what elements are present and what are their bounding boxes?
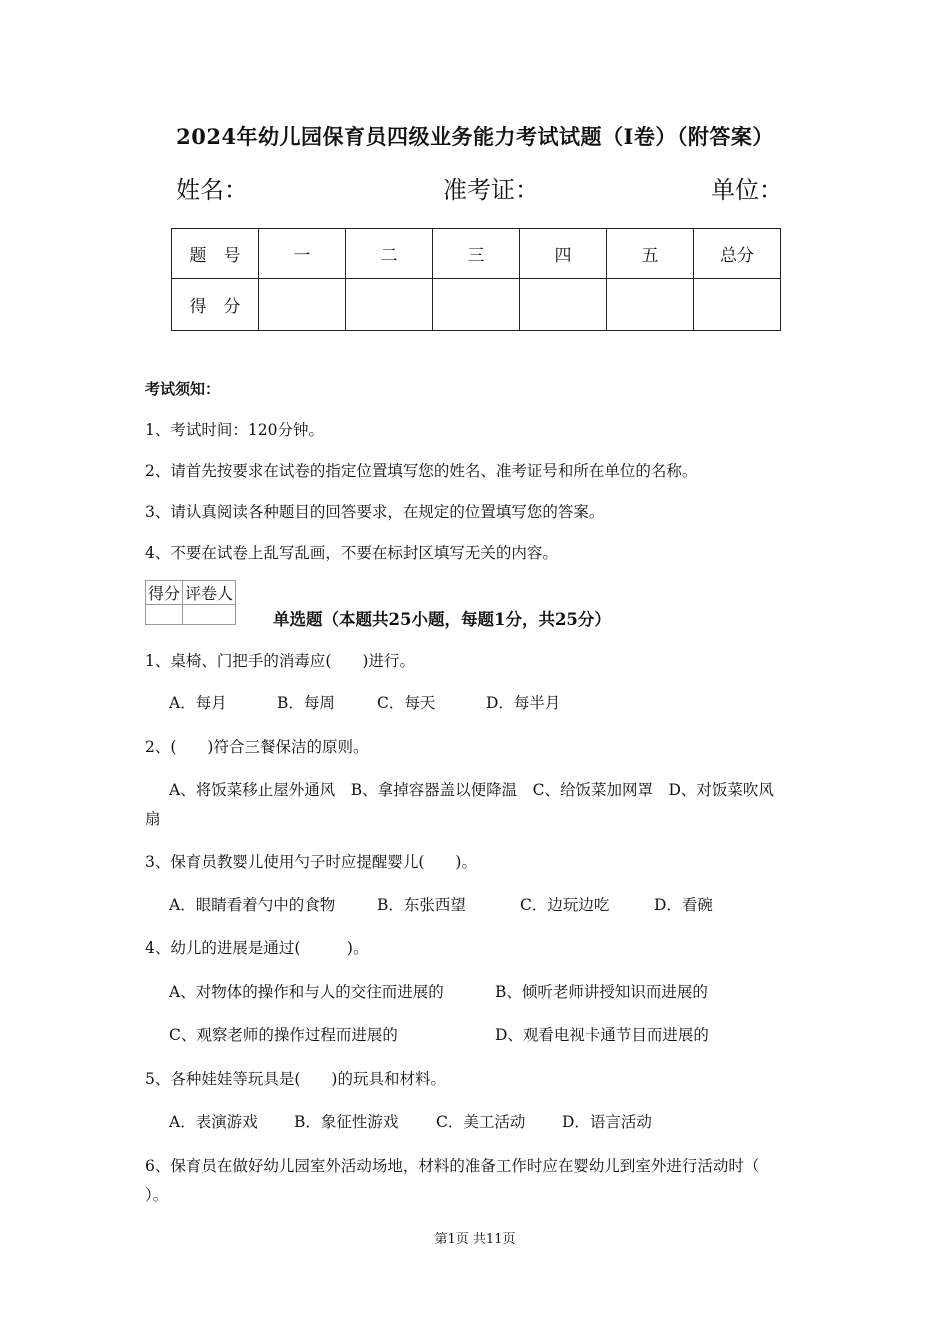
question-stem: 1、桌椅、门把手的消毒应( )进行。 — [145, 652, 415, 670]
score-cell[interactable] — [433, 279, 520, 331]
question-stem: 2、( )符合三餐保洁的原则。 — [145, 738, 369, 756]
question-option: B．象征性游戏 — [294, 1113, 399, 1131]
question-option: B、倾听老师讲授知识而进展的 — [495, 983, 708, 1001]
notice-heading: 考试须知： — [145, 380, 221, 398]
question-option: B．东张西望 — [377, 896, 466, 914]
grader-box — [145, 580, 236, 625]
exam-title: 2024年幼儿园保育员四级业务能力考试试题（I卷）（附答案） — [176, 124, 774, 149]
question-stem: 3、保育员教婴儿使用勺子时应提醒婴儿( )。 — [145, 853, 477, 871]
score-cell[interactable] — [607, 279, 694, 331]
grader-reviewer-cell[interactable] — [183, 605, 236, 625]
exam-id-field-label: 准考证： — [443, 176, 539, 204]
question-options-line: A、将饭菜移止屋外通风 B、拿掉容器盖以便降温 C、给饭菜加网罩 D、对饭菜吹风 — [169, 781, 774, 799]
score-row-label: 得 分 — [172, 279, 259, 331]
score-table-score-row — [172, 279, 781, 331]
question-option: C．美工活动 — [436, 1113, 526, 1131]
score-header-cell: 四 — [520, 229, 607, 279]
question-option: C、观察老师的操作过程而进展的 — [169, 1026, 398, 1044]
question-option: D．看碗 — [654, 896, 713, 914]
question-option: D．每半月 — [486, 694, 561, 712]
question-stem: 4、幼儿的进展是通过( )。 — [145, 939, 369, 957]
question-option: A．眼睛看着勺中的食物 — [169, 896, 336, 914]
score-header-cell: 总分 — [694, 229, 781, 279]
question-option: A、对物体的操作和与人的交往而进展的 — [169, 983, 444, 1001]
question-option: A．每月 — [169, 694, 227, 712]
score-table — [171, 228, 781, 331]
score-table-header-row — [172, 229, 781, 279]
score-cell[interactable] — [346, 279, 433, 331]
question-stem: 5、各种娃娃等玩具是( )的玩具和材料。 — [145, 1070, 446, 1088]
question-stem: 6、保育员在做好幼儿园室外活动场地，材料的准备工作时应在婴幼儿到室外进行活动时（ — [145, 1157, 760, 1175]
notice-item: 4、不要在试卷上乱写乱画，不要在标封区填写无关的内容。 — [145, 544, 558, 562]
question-options-wrap: 扇 — [145, 810, 161, 828]
score-header-cell: 二 — [346, 229, 433, 279]
section-title: 单选题（本题共25小题，每题1分，共25分） — [273, 610, 611, 629]
grader-score-label: 得分 — [146, 581, 183, 605]
question-option: C．边玩边吃 — [520, 896, 610, 914]
question-option: A．表演游戏 — [169, 1113, 258, 1131]
unit-field-label: 单位： — [711, 176, 783, 204]
score-header-cell: 一 — [259, 229, 346, 279]
score-header-cell: 五 — [607, 229, 694, 279]
question-stem-wrap: ）。 — [145, 1186, 169, 1204]
notice-item: 2、请首先按要求在试卷的指定位置填写您的姓名、准考证号和所在单位的名称。 — [145, 462, 698, 480]
score-header-cell: 题 号 — [172, 229, 259, 279]
notice-item: 3、请认真阅读各种题目的回答要求，在规定的位置填写您的答案。 — [145, 503, 605, 521]
question-option: B．每周 — [277, 694, 335, 712]
notice-item: 1、考试时间：120分钟。 — [145, 421, 324, 439]
score-cell[interactable] — [694, 279, 781, 331]
question-option: D．语言活动 — [562, 1113, 652, 1131]
name-field-label: 姓名： — [176, 176, 248, 204]
score-cell[interactable] — [520, 279, 607, 331]
page-footer: 第1页 共11页 — [434, 1232, 516, 1247]
score-header-cell: 三 — [433, 229, 520, 279]
grader-score-cell[interactable] — [146, 605, 183, 625]
question-option: C．每天 — [377, 694, 436, 712]
question-option: D、观看电视卡通节目而进展的 — [495, 1026, 709, 1044]
grader-reviewer-label: 评卷人 — [183, 581, 236, 605]
score-cell[interactable] — [259, 279, 346, 331]
